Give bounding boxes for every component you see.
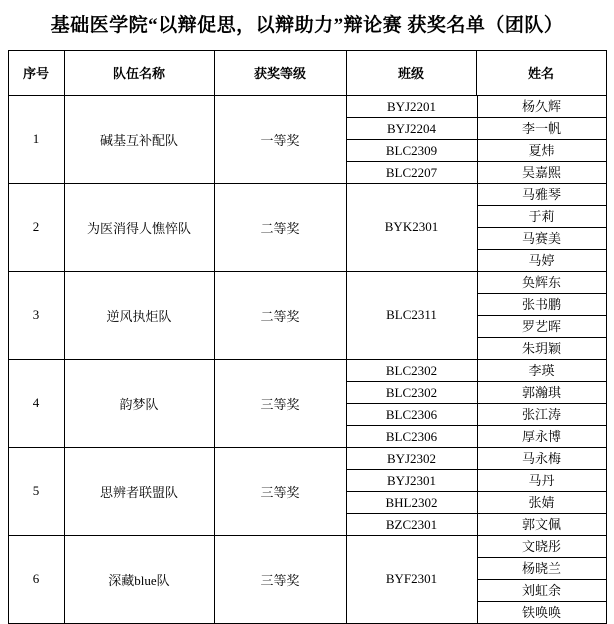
member-class: BYJ2204 [347,118,477,140]
member-name: 刘虹余 [478,580,606,602]
member-name-column [478,360,606,447]
member-class: BZC2301 [385,516,438,532]
member-class: BLC2306 [385,428,438,444]
member-class: BYJ2301 [347,470,477,492]
cell-members [346,535,606,623]
member-name: 吴嘉熙 [521,164,561,180]
cell-members [346,447,606,535]
cell-seq: 2 [8,183,64,271]
header-seq: 序号 [8,50,64,95]
member-name: 张书鹏 [478,294,606,316]
member-name: 杨久辉 [478,96,606,118]
member-class: BLC2306 [347,404,477,426]
member-name: 马丹 [478,470,606,492]
member-name: 夏炜 [478,140,606,162]
member-class: BLC2302 [347,382,477,404]
member-name-column [478,448,606,535]
member-name: 郭瀚琪 [478,382,606,404]
table-header [8,50,606,95]
cell-prize-level: 三等奖 [214,359,346,447]
member-class: BLC2309 [347,140,477,162]
table-row [8,271,606,359]
cell-prize-level: 二等奖 [214,183,346,271]
member-name-column [478,272,606,359]
table-row [8,535,606,623]
cell-seq: 3 [8,271,64,359]
table-row [8,95,606,183]
member-name: 张江涛 [478,404,606,426]
cell-team-name: 逆风执炬队 [64,271,214,359]
table-row [8,359,606,447]
member-name: 马永梅 [478,448,606,470]
member-name-column [478,184,606,271]
member-class-column [347,96,478,183]
member-class: BLC2207 [385,164,438,180]
member-name: 张婧 [478,492,606,514]
cell-team-name: 为医消得人憔悴队 [64,183,214,271]
member-class: BLC2302 [347,360,477,382]
member-name: 李瑛 [478,360,606,382]
page-title: 基础医学院“以辩促思，以辩助力”辩论赛 获奖名单（团队） [50,15,564,36]
member-name: 文晓彤 [478,536,606,558]
cell-team-name: 碱基互补配队 [64,95,214,183]
member-name-column [478,96,606,183]
cell-team-name: 韵梦队 [64,359,214,447]
cell-seq: 4 [8,359,64,447]
header-prize: 获奖等级 [214,50,346,95]
table-body [8,95,606,623]
header-row [8,50,606,95]
table-row [8,183,606,271]
member-name: 李一帆 [478,118,606,140]
header-name: 姓名 [476,50,606,95]
cell-seq: 5 [8,447,64,535]
member-class-column: BLC2311 [347,272,478,359]
cell-prize-level: 三等奖 [214,447,346,535]
member-name-column [478,536,606,623]
cell-members [346,183,606,271]
table-row [8,447,606,535]
member-class: BHL2302 [347,492,477,514]
member-name: 朱玥颖 [521,340,561,356]
member-class-column: BYF2301 [347,536,478,623]
header-class: 班级 [346,50,476,95]
member-name: 马赛美 [478,228,606,250]
award-table [8,50,607,624]
cell-team-name: 深藏blue队 [64,535,214,623]
header-team: 队伍名称 [64,50,214,95]
cell-prize-level: 一等奖 [214,95,346,183]
member-name: 罗艺晖 [478,316,606,338]
cell-seq: 6 [8,535,64,623]
cell-seq: 1 [8,95,64,183]
member-class-column [347,448,478,535]
cell-prize-level: 二等奖 [214,271,346,359]
member-class-column: BYK2301 [347,184,478,271]
member-class: BYJ2201 [347,96,477,118]
member-name: 铁唤唤 [521,604,561,620]
cell-members [346,359,606,447]
member-class: BYJ2302 [347,448,477,470]
member-name: 于莉 [478,206,606,228]
cell-members [346,271,606,359]
member-name: 马雅琴 [478,184,606,206]
member-name: 厚永博 [521,428,561,444]
member-name: 奂辉东 [478,272,606,294]
member-name: 杨晓兰 [478,558,606,580]
member-name: 马婷 [528,252,555,268]
cell-prize-level: 三等奖 [214,535,346,623]
cell-team-name: 思辨者联盟队 [64,447,214,535]
cell-members [346,95,606,183]
member-class-column [347,360,478,447]
member-name: 郭文佩 [521,516,561,532]
